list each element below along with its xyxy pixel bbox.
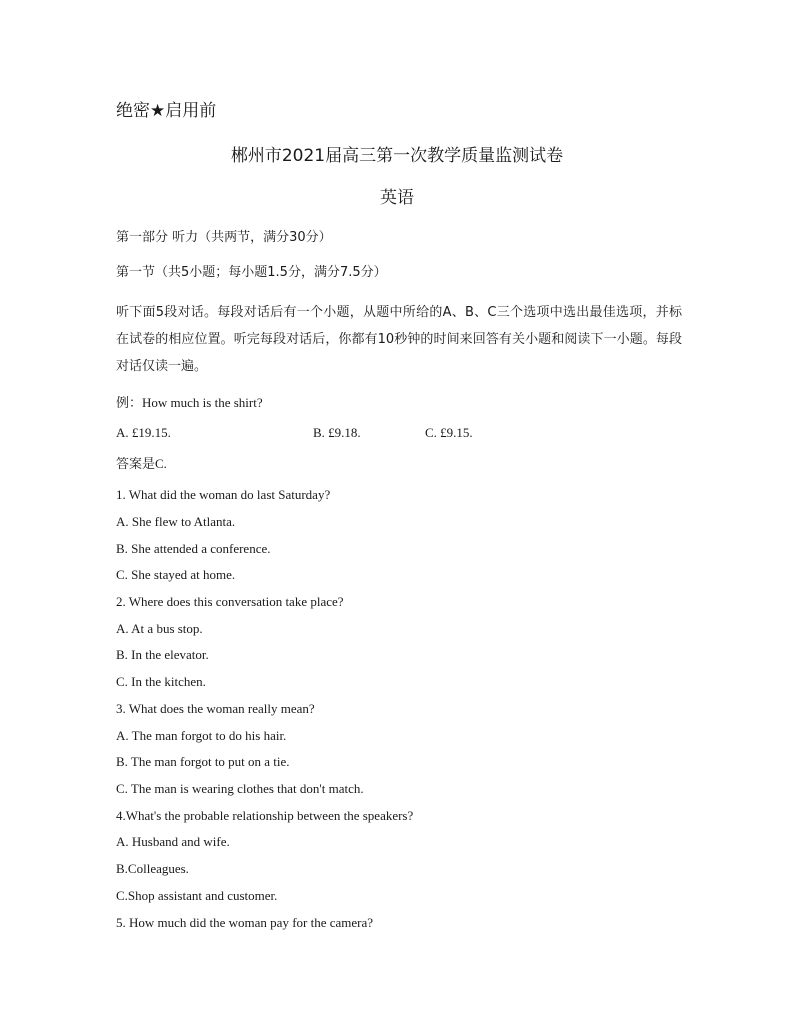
question-option: A. At a bus stop. [116, 621, 203, 636]
example-answer: 答案是C. [116, 456, 167, 471]
question-option: B. The man forgot to put on a tie. [116, 754, 290, 769]
question-option: B. In the elevator. [116, 647, 209, 662]
question-option: C. She stayed at home. [116, 567, 236, 582]
question-option: C. The man is wearing clothes that don't match. [116, 781, 364, 796]
instructions-paragraph: 听下面5段对话。每段对话后有一个小题，从题中所给的A、B、C三个选项中选出最佳选项，并标在试卷的相应位置。听完每段对话后，你都有10秒钟的时间来回答有关小题和阅读下一小题。每段对话仅读一遍。 [116, 305, 682, 374]
question-option: A. She flew to Atlanta. [116, 514, 236, 529]
part-title: 第一部分 听力（共两节，满分30分） [116, 230, 332, 245]
question-stem: 5. How much did the woman pay for the camera? [116, 915, 374, 930]
question-option: B. She attended a conference. [116, 541, 271, 556]
subject-title: 英语 [380, 188, 414, 208]
exam-title: 郴州市2021届高三第一次教学质量监测试卷 [230, 146, 564, 166]
example-option-a: A. £19.15. [116, 425, 171, 440]
question-stem: 3. What does the woman really mean? [116, 701, 315, 716]
secret-label: 绝密★启用前 [116, 101, 217, 121]
question-option: C. In the kitchen. [116, 674, 206, 689]
section-title: 第一节（共5小题；每小题1.5分，满分7.5分） [116, 265, 387, 280]
example-option-b: B. £9.18. [313, 425, 361, 440]
example-question: 例：How much is the shirt? [116, 395, 263, 410]
question-option: A. Husband and wife. [116, 834, 230, 849]
question-option: C.Shop assistant and customer. [116, 888, 278, 903]
question-stem: 1. What did the woman do last Saturday? [116, 487, 331, 502]
example-option-c: C. £9.15. [425, 425, 473, 440]
question-option: A. The man forgot to do his hair. [116, 728, 287, 743]
question-stem: 2. Where does this conversation take place? [116, 594, 344, 609]
question-stem: 4.What's the probable relationship between the speakers? [116, 808, 414, 823]
question-option: B.Colleagues. [116, 861, 189, 876]
